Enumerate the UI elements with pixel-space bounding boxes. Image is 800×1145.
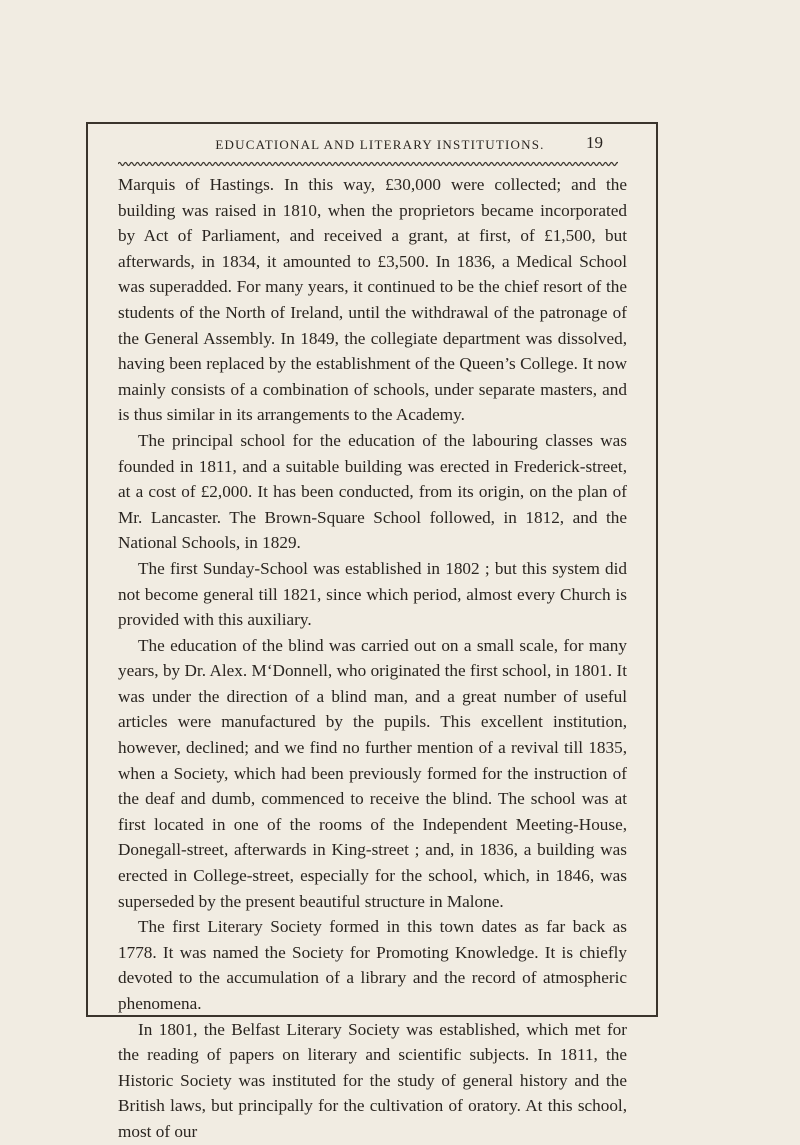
paragraph: The first Sunday-School was established in 1802 ; but this system did not become general till 1821, since which period, almost every Church is provided with this auxiliary. bbox=[118, 558, 627, 630]
page-border-left bbox=[86, 122, 88, 1017]
page-border-right bbox=[656, 122, 658, 1017]
paragraph: The principal school for the education of the labouring classes was founded in 1811, and a suitable building was erected in Frederick-street, at a cost of £2,000. It has been conducted, from its origin, on the plan of Mr. Lancaster. The Brown-Square School followed, in 1812, and the National Schools, in 1829. bbox=[118, 430, 627, 553]
running-head: EDUCATIONAL AND LITERARY INSTITUTIONS. bbox=[215, 137, 545, 152]
body-text bbox=[118, 172, 627, 1145]
paragraph: Marquis of Hastings. In this way, £30,000 were collected; and the building was raised in 1810, when the proprietors became incorporated by Act of Parliament, and received a grant, at first, of £1,500, but afterwards, in 1834, it amounted to £3,500. In 1836, a Medical School was superadded. For many years, it continued to be the chief resort of the students of the North of Ireland, until the withdrawal of the patronage of the General Assembly. In 1849, the collegiate department was dissolved, having been replaced by the establishment of the Queen’s College. It now mainly consists of a combination of schools, under separate masters, and is thus similar in its arrangements to the Academy. bbox=[118, 175, 627, 425]
paragraph: The first Literary Society formed in this town dates as far back as 1778. It was named the Society for Promoting Knowledge. It is chiefly devoted to the accumulation of a library and the record of atmospheric phenomena. bbox=[118, 917, 627, 1013]
page-number: 19 bbox=[586, 133, 603, 152]
wavy-rule-ornament bbox=[118, 160, 618, 168]
paragraph: In 1801, the Belfast Literary Society was established, which met for the reading of papers on literary and scientific subjects. In 1811, the Historic Society was instituted for the study of general history and the British laws, but principally for the cultivation of oratory. At this school, most of our bbox=[118, 1019, 627, 1141]
paragraph: The education of the blind was carried out on a small scale, for many years, by Dr. Alex. M‘Donnell, who originated the first school, in 1801. It was under the direction of a blind man, and a great number of useful articles were manufactured by the pupils. This excellent institution, however, declined; and we find no further mention of a revival till 1835, when a Society, which had been previously formed for the instruction of the deaf and dumb, commenced to receive the blind. The school was at first located in one of the rooms of the Independent Meeting-House, Donegall-street, afterwards in King-street ; and, in 1836, a building was erected in College-street, especially for the school, which, in 1846, was superseded by the present beautiful structure in Malone. bbox=[118, 635, 627, 911]
page-border-top bbox=[86, 122, 658, 124]
